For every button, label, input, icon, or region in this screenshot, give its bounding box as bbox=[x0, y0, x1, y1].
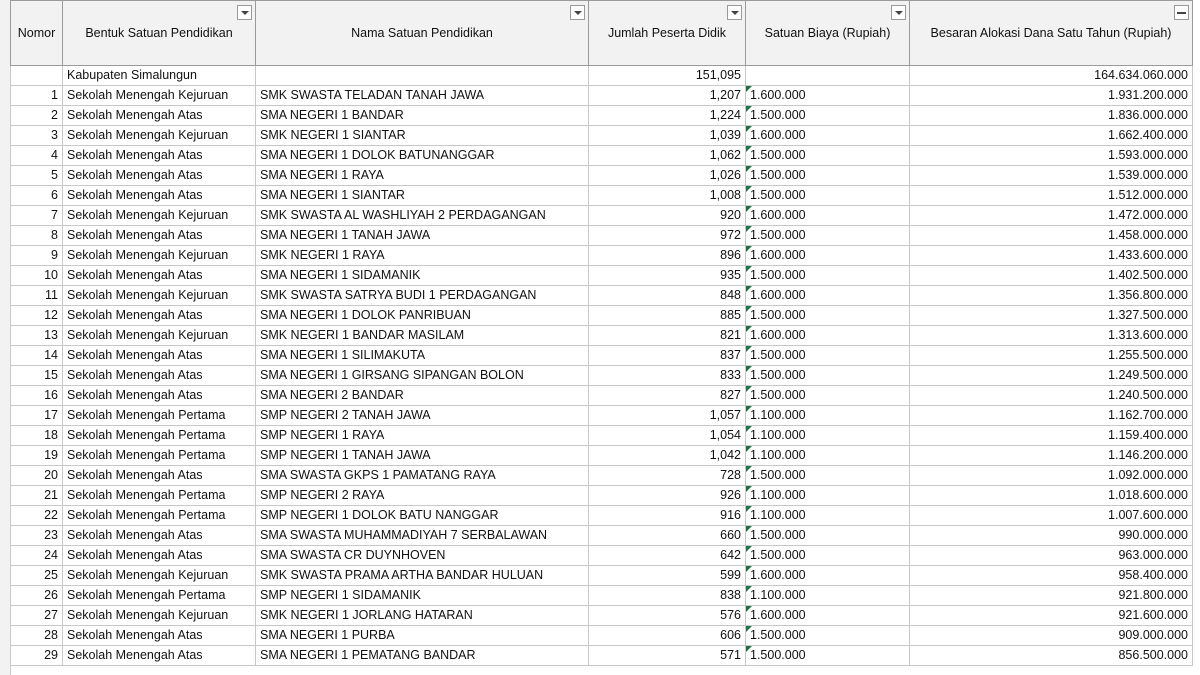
error-indicator-icon bbox=[746, 526, 752, 532]
cell-nomor[interactable]: 25 bbox=[11, 566, 63, 586]
cell-value: 1.500.000 bbox=[750, 368, 806, 382]
cell-bentuk[interactable]: Sekolah Menengah Pertama bbox=[63, 486, 256, 506]
cell-besaran[interactable]: 1.007.600.000 bbox=[910, 506, 1193, 526]
cell-bentuk[interactable]: Sekolah Menengah Pertama bbox=[63, 446, 256, 466]
error-indicator-icon bbox=[746, 406, 752, 412]
cell-besaran[interactable]: 1.240.500.000 bbox=[910, 386, 1193, 406]
cell-jumlah[interactable]: 1,207 bbox=[589, 86, 746, 106]
cell-value: 1.100.000 bbox=[750, 428, 806, 442]
cell-nama[interactable]: SMK NEGERI 1 RAYA bbox=[256, 246, 589, 266]
cell-value: 1.500.000 bbox=[750, 228, 806, 242]
error-indicator-icon bbox=[746, 386, 752, 392]
col-header-label: Bentuk Satuan Pendidikan bbox=[85, 26, 233, 40]
cell-besaran[interactable]: 1.539.000.000 bbox=[910, 166, 1193, 186]
cell-bentuk[interactable]: Sekolah Menengah Atas bbox=[63, 186, 256, 206]
cell-nama[interactable]: SMP NEGERI 1 TANAH JAWA bbox=[256, 446, 589, 466]
cell-nomor[interactable]: 24 bbox=[11, 546, 63, 566]
cell-satuan[interactable] bbox=[746, 426, 910, 446]
cell-nomor[interactable]: 18 bbox=[11, 426, 63, 446]
cell-satuan[interactable] bbox=[746, 566, 910, 586]
cell-besaran[interactable]: 990.000.000 bbox=[910, 526, 1193, 546]
table-row bbox=[11, 286, 1193, 306]
cell-nomor[interactable]: 9 bbox=[11, 246, 63, 266]
cell-satuan[interactable] bbox=[746, 266, 910, 286]
cell-nama[interactable]: SMK SWASTA TELADAN TANAH JAWA bbox=[256, 86, 589, 106]
cell-nama[interactable]: SMA NEGERI 1 SILIMAKUTA bbox=[256, 346, 589, 366]
cell-nama[interactable]: SMP NEGERI 1 SIDAMANIK bbox=[256, 586, 589, 606]
error-indicator-icon bbox=[746, 206, 752, 212]
col-header-label: Satuan Biaya (Rupiah) bbox=[764, 26, 891, 40]
cell-besaran[interactable]: 1.327.500.000 bbox=[910, 306, 1193, 326]
table-row bbox=[11, 606, 1193, 626]
cell-bentuk[interactable]: Sekolah Menengah Atas bbox=[63, 526, 256, 546]
cell-nama[interactable]: SMP NEGERI 2 RAYA bbox=[256, 486, 589, 506]
cell-besaran[interactable]: 1.092.000.000 bbox=[910, 466, 1193, 486]
cell-value: 1.600.000 bbox=[750, 288, 806, 302]
cell-value: 1.500.000 bbox=[750, 108, 806, 122]
cell-satuan[interactable] bbox=[746, 166, 910, 186]
error-indicator-icon bbox=[746, 106, 752, 112]
cell-value: 1.500.000 bbox=[750, 528, 806, 542]
cell-nomor[interactable]: 17 bbox=[11, 406, 63, 426]
cell-value: 1.500.000 bbox=[750, 268, 806, 282]
cell-nama[interactable]: SMA NEGERI 1 TANAH JAWA bbox=[256, 226, 589, 246]
cell-besaran[interactable]: 921.800.000 bbox=[910, 586, 1193, 606]
cell-nama[interactable]: SMP NEGERI 2 TANAH JAWA bbox=[256, 406, 589, 426]
error-indicator-icon bbox=[746, 546, 752, 552]
cell-satuan[interactable] bbox=[746, 606, 910, 626]
cell-satuan[interactable] bbox=[746, 526, 910, 546]
error-indicator-icon bbox=[746, 326, 752, 332]
cell-jumlah[interactable]: 916 bbox=[589, 506, 746, 526]
cell-nama[interactable]: SMA NEGERI 1 SIANTAR bbox=[256, 186, 589, 206]
cell-jumlah[interactable]: 1,039 bbox=[589, 126, 746, 146]
cell-value: 1.500.000 bbox=[750, 548, 806, 562]
cell-jumlah[interactable]: 576 bbox=[589, 606, 746, 626]
cell-nama[interactable]: SMK SWASTA PRAMA ARTHA BANDAR HULUAN bbox=[256, 566, 589, 586]
cell-besaran[interactable]: 164.634.060.000 bbox=[910, 66, 1193, 86]
table-row bbox=[11, 206, 1193, 226]
cell-nomor[interactable]: 7 bbox=[11, 206, 63, 226]
table-row bbox=[11, 346, 1193, 366]
cell-besaran[interactable]: 1.402.500.000 bbox=[910, 266, 1193, 286]
cell-value: 1.100.000 bbox=[750, 508, 806, 522]
cell-nomor[interactable]: 13 bbox=[11, 326, 63, 346]
cell-jumlah[interactable]: 837 bbox=[589, 346, 746, 366]
cell-nama[interactable]: SMA NEGERI 1 SIDAMANIK bbox=[256, 266, 589, 286]
cell-value: 1.100.000 bbox=[750, 408, 806, 422]
cell-jumlah[interactable]: 1,008 bbox=[589, 186, 746, 206]
cell-bentuk[interactable]: Sekolah Menengah Pertama bbox=[63, 586, 256, 606]
cell-value: 1.500.000 bbox=[750, 468, 806, 482]
filter-dropdown-icon[interactable] bbox=[570, 5, 585, 20]
cell-jumlah[interactable]: 848 bbox=[589, 286, 746, 306]
cell-nomor[interactable]: 16 bbox=[11, 386, 63, 406]
cell-nomor[interactable]: 29 bbox=[11, 646, 63, 666]
error-indicator-icon bbox=[746, 186, 752, 192]
cell-bentuk[interactable]: Sekolah Menengah Pertama bbox=[63, 406, 256, 426]
cell-bentuk[interactable]: Sekolah Menengah Kejuruan bbox=[63, 86, 256, 106]
cell-satuan[interactable] bbox=[746, 226, 910, 246]
cell-value: 1.600.000 bbox=[750, 568, 806, 582]
table-row bbox=[11, 266, 1193, 286]
cell-nama[interactable]: SMP NEGERI 1 RAYA bbox=[256, 426, 589, 446]
table-row bbox=[11, 126, 1193, 146]
cell-besaran[interactable]: 1.255.500.000 bbox=[910, 346, 1193, 366]
col-header-nomor[interactable] bbox=[11, 1, 63, 66]
cell-nomor[interactable]: 26 bbox=[11, 586, 63, 606]
cell-nama[interactable]: SMP NEGERI 1 DOLOK BATU NANGGAR bbox=[256, 506, 589, 526]
data-table bbox=[10, 0, 1193, 666]
cell-besaran[interactable]: 1.662.400.000 bbox=[910, 126, 1193, 146]
cell-jumlah[interactable]: 838 bbox=[589, 586, 746, 606]
cell-nomor[interactable]: 20 bbox=[11, 466, 63, 486]
cell-jumlah[interactable]: 833 bbox=[589, 366, 746, 386]
cell-nama[interactable]: SMA NEGERI 1 PEMATANG BANDAR bbox=[256, 646, 589, 666]
cell-value: 1.600.000 bbox=[750, 88, 806, 102]
cell-nomor[interactable]: 23 bbox=[11, 526, 63, 546]
cell-nomor[interactable]: 28 bbox=[11, 626, 63, 646]
total-row bbox=[11, 66, 1193, 86]
cell-value: 1.500.000 bbox=[750, 168, 806, 182]
error-indicator-icon bbox=[746, 446, 752, 452]
cell-nomor[interactable]: 15 bbox=[11, 366, 63, 386]
cell-jumlah[interactable]: 151,095 bbox=[589, 66, 746, 86]
cell-satuan[interactable] bbox=[746, 586, 910, 606]
cell-besaran[interactable]: 1.313.600.000 bbox=[910, 326, 1193, 346]
cell-jumlah[interactable]: 1,057 bbox=[589, 406, 746, 426]
cell-value: 1.500.000 bbox=[750, 348, 806, 362]
cell-besaran[interactable]: 1.146.200.000 bbox=[910, 446, 1193, 466]
cell-nomor[interactable]: 21 bbox=[11, 486, 63, 506]
error-indicator-icon bbox=[746, 426, 752, 432]
cell-jumlah[interactable]: 920 bbox=[589, 206, 746, 226]
cell-nomor[interactable]: 2 bbox=[11, 106, 63, 126]
cell-nama[interactable]: SMK SWASTA AL WASHLIYAH 2 PERDAGANGAN bbox=[256, 206, 589, 226]
cell-satuan[interactable] bbox=[746, 66, 910, 86]
error-indicator-icon bbox=[746, 286, 752, 292]
table-row bbox=[11, 366, 1193, 386]
cell-nomor[interactable]: 22 bbox=[11, 506, 63, 526]
col-header-besaran[interactable] bbox=[910, 1, 1193, 66]
table-row bbox=[11, 566, 1193, 586]
cell-satuan[interactable] bbox=[746, 86, 910, 106]
cell-value: 1.500.000 bbox=[750, 628, 806, 642]
cell-nomor[interactable]: 6 bbox=[11, 186, 63, 206]
table-row bbox=[11, 226, 1193, 246]
cell-nama[interactable]: SMK NEGERI 1 BANDAR MASILAM bbox=[256, 326, 589, 346]
col-header-satuan[interactable] bbox=[746, 1, 910, 66]
cell-besaran[interactable]: 1.356.800.000 bbox=[910, 286, 1193, 306]
cell-nomor[interactable]: 27 bbox=[11, 606, 63, 626]
cell-besaran[interactable]: 1.472.000.000 bbox=[910, 206, 1193, 226]
cell-satuan[interactable] bbox=[746, 626, 910, 646]
cell-value: 1.600.000 bbox=[750, 328, 806, 342]
table-row bbox=[11, 546, 1193, 566]
cell-besaran[interactable]: 1.018.600.000 bbox=[910, 486, 1193, 506]
col-header-nama[interactable] bbox=[256, 1, 589, 66]
cell-jumlah[interactable]: 606 bbox=[589, 626, 746, 646]
col-header-bentuk[interactable] bbox=[63, 1, 256, 66]
cell-bentuk[interactable]: Sekolah Menengah Kejuruan bbox=[63, 246, 256, 266]
cell-jumlah[interactable]: 728 bbox=[589, 466, 746, 486]
table-row bbox=[11, 306, 1193, 326]
table-row bbox=[11, 526, 1193, 546]
error-indicator-icon bbox=[746, 166, 752, 172]
cell-value: 1.500.000 bbox=[750, 308, 806, 322]
table-row bbox=[11, 446, 1193, 466]
cell-bentuk[interactable]: Sekolah Menengah Atas bbox=[63, 366, 256, 386]
table-row bbox=[11, 326, 1193, 346]
cell-bentuk[interactable]: Sekolah Menengah Kejuruan bbox=[63, 606, 256, 626]
cell-jumlah[interactable]: 1,026 bbox=[589, 166, 746, 186]
error-indicator-icon bbox=[746, 646, 752, 652]
cell-value: 1.500.000 bbox=[750, 148, 806, 162]
cell-satuan[interactable] bbox=[746, 546, 910, 566]
cell-jumlah[interactable]: 972 bbox=[589, 226, 746, 246]
error-indicator-icon bbox=[746, 266, 752, 272]
filter-dropdown-icon[interactable] bbox=[237, 5, 252, 20]
filter-dropdown-icon[interactable] bbox=[891, 5, 906, 20]
error-indicator-icon bbox=[746, 146, 752, 152]
cell-nama[interactable]: SMA NEGERI 1 BANDAR bbox=[256, 106, 589, 126]
cell-satuan[interactable] bbox=[746, 246, 910, 266]
cell-bentuk[interactable]: Sekolah Menengah Atas bbox=[63, 626, 256, 646]
cell-nomor[interactable]: 1 bbox=[11, 86, 63, 106]
error-indicator-icon bbox=[746, 586, 752, 592]
error-indicator-icon bbox=[746, 506, 752, 512]
table-row bbox=[11, 466, 1193, 486]
error-indicator-icon bbox=[746, 366, 752, 372]
cell-nama[interactable]: SMA SWASTA CR DUYNHOVEN bbox=[256, 546, 589, 566]
table-row bbox=[11, 586, 1193, 606]
table-row bbox=[11, 146, 1193, 166]
cell-jumlah[interactable]: 1,224 bbox=[589, 106, 746, 126]
table-row bbox=[11, 506, 1193, 526]
cell-besaran[interactable]: 1.836.000.000 bbox=[910, 106, 1193, 126]
col-header-label: Nomor bbox=[17, 26, 56, 40]
cell-besaran[interactable]: 856.500.000 bbox=[910, 646, 1193, 666]
cell-bentuk[interactable]: Sekolah Menengah Kejuruan bbox=[63, 326, 256, 346]
cell-satuan[interactable] bbox=[746, 346, 910, 366]
cell-nama[interactable]: SMK NEGERI 1 SIANTAR bbox=[256, 126, 589, 146]
cell-besaran[interactable]: 1.458.000.000 bbox=[910, 226, 1193, 246]
col-header-label: Besaran Alokasi Dana Satu Tahun (Rupiah) bbox=[930, 26, 1172, 40]
cell-jumlah[interactable]: 926 bbox=[589, 486, 746, 506]
cell-nama[interactable]: SMA SWASTA GKPS 1 PAMATANG RAYA bbox=[256, 466, 589, 486]
cell-satuan[interactable] bbox=[746, 446, 910, 466]
cell-nomor[interactable]: 3 bbox=[11, 126, 63, 146]
cell-jumlah[interactable]: 1,042 bbox=[589, 446, 746, 466]
cell-satuan[interactable] bbox=[746, 146, 910, 166]
cell-nama[interactable]: SMA SWASTA MUHAMMADIYAH 7 SERBALAWAN bbox=[256, 526, 589, 546]
cell-besaran[interactable]: 1.931.200.000 bbox=[910, 86, 1193, 106]
cell-bentuk[interactable]: Sekolah Menengah Kejuruan bbox=[63, 566, 256, 586]
cell-jumlah[interactable]: 642 bbox=[589, 546, 746, 566]
col-header-label: Nama Satuan Pendidikan bbox=[351, 26, 493, 40]
cell-bentuk[interactable]: Sekolah Menengah Atas bbox=[63, 106, 256, 126]
cell-value: 1.500.000 bbox=[750, 648, 806, 662]
table-row bbox=[11, 646, 1193, 666]
cell-jumlah[interactable]: 599 bbox=[589, 566, 746, 586]
table-row bbox=[11, 186, 1193, 206]
table-row bbox=[11, 426, 1193, 446]
cell-value: 1.500.000 bbox=[750, 388, 806, 402]
cell-bentuk[interactable]: Sekolah Menengah Atas bbox=[63, 466, 256, 486]
table-body bbox=[11, 66, 1193, 666]
cell-satuan[interactable] bbox=[746, 406, 910, 426]
cell-besaran[interactable]: 1.162.700.000 bbox=[910, 406, 1193, 426]
cell-nomor[interactable] bbox=[11, 66, 63, 86]
table-row bbox=[11, 626, 1193, 646]
table-row bbox=[11, 486, 1193, 506]
cell-satuan[interactable] bbox=[746, 126, 910, 146]
error-indicator-icon bbox=[746, 566, 752, 572]
cell-value: 1.600.000 bbox=[750, 208, 806, 222]
cell-bentuk[interactable]: Sekolah Menengah Kejuruan bbox=[63, 286, 256, 306]
cell-value: 1.600.000 bbox=[750, 248, 806, 262]
cell-bentuk[interactable]: Kabupaten Simalungun bbox=[63, 66, 256, 86]
cell-value: 1.600.000 bbox=[750, 608, 806, 622]
cell-nomor[interactable]: 10 bbox=[11, 266, 63, 286]
error-indicator-icon bbox=[746, 346, 752, 352]
cell-bentuk[interactable]: Sekolah Menengah Atas bbox=[63, 546, 256, 566]
cell-bentuk[interactable]: Sekolah Menengah Atas bbox=[63, 306, 256, 326]
cell-nama[interactable]: SMA NEGERI 1 PURBA bbox=[256, 626, 589, 646]
error-indicator-icon bbox=[746, 486, 752, 492]
header-row bbox=[11, 1, 1193, 66]
cell-nomor[interactable]: 12 bbox=[11, 306, 63, 326]
sort-filter-icon[interactable] bbox=[1174, 5, 1189, 20]
table-row bbox=[11, 406, 1193, 426]
error-indicator-icon bbox=[746, 606, 752, 612]
cell-value: 1.100.000 bbox=[750, 448, 806, 462]
error-indicator-icon bbox=[746, 246, 752, 252]
error-indicator-icon bbox=[746, 306, 752, 312]
error-indicator-icon bbox=[746, 86, 752, 92]
cell-nama[interactable]: SMA NEGERI 1 DOLOK PANRIBUAN bbox=[256, 306, 589, 326]
error-indicator-icon bbox=[746, 626, 752, 632]
cell-jumlah[interactable]: 827 bbox=[589, 386, 746, 406]
cell-bentuk[interactable]: Sekolah Menengah Kejuruan bbox=[63, 206, 256, 226]
table-row bbox=[11, 246, 1193, 266]
cell-satuan[interactable] bbox=[746, 186, 910, 206]
cell-satuan[interactable] bbox=[746, 646, 910, 666]
cell-nomor[interactable]: 14 bbox=[11, 346, 63, 366]
cell-nama[interactable]: SMA NEGERI 2 BANDAR bbox=[256, 386, 589, 406]
error-indicator-icon bbox=[746, 466, 752, 472]
table-row bbox=[11, 166, 1193, 186]
cell-bentuk[interactable]: Sekolah Menengah Atas bbox=[63, 346, 256, 366]
cell-value: 1.500.000 bbox=[750, 188, 806, 202]
cell-satuan[interactable] bbox=[746, 486, 910, 506]
cell-jumlah[interactable]: 660 bbox=[589, 526, 746, 546]
cell-jumlah[interactable]: 935 bbox=[589, 266, 746, 286]
cell-nomor[interactable]: 8 bbox=[11, 226, 63, 246]
cell-besaran[interactable]: 958.400.000 bbox=[910, 566, 1193, 586]
error-indicator-icon bbox=[746, 226, 752, 232]
cell-besaran[interactable]: 1.433.600.000 bbox=[910, 246, 1193, 266]
cell-nama[interactable]: SMK SWASTA SATRYA BUDI 1 PERDAGANGAN bbox=[256, 286, 589, 306]
cell-jumlah[interactable]: 885 bbox=[589, 306, 746, 326]
cell-nomor[interactable]: 19 bbox=[11, 446, 63, 466]
cell-jumlah[interactable]: 821 bbox=[589, 326, 746, 346]
cell-besaran[interactable]: 1.512.000.000 bbox=[910, 186, 1193, 206]
cell-nama[interactable]: SMA NEGERI 1 DOLOK BATUNANGGAR bbox=[256, 146, 589, 166]
cell-besaran[interactable]: 963.000.000 bbox=[910, 546, 1193, 566]
cell-nama[interactable]: SMA NEGERI 1 GIRSANG SIPANGAN BOLON bbox=[256, 366, 589, 386]
col-header-jumlah[interactable] bbox=[589, 1, 746, 66]
cell-bentuk[interactable]: Sekolah Menengah Atas bbox=[63, 146, 256, 166]
cell-jumlah[interactable]: 1,062 bbox=[589, 146, 746, 166]
cell-value: 1.100.000 bbox=[750, 588, 806, 602]
table-row bbox=[11, 106, 1193, 126]
cell-satuan[interactable] bbox=[746, 106, 910, 126]
error-indicator-icon bbox=[746, 126, 752, 132]
cell-besaran[interactable]: 1.159.400.000 bbox=[910, 426, 1193, 446]
cell-bentuk[interactable]: Sekolah Menengah Pertama bbox=[63, 426, 256, 446]
cell-nama[interactable] bbox=[256, 66, 589, 86]
table-row bbox=[11, 386, 1193, 406]
cell-bentuk[interactable]: Sekolah Menengah Kejuruan bbox=[63, 126, 256, 146]
cell-satuan[interactable] bbox=[746, 306, 910, 326]
cell-bentuk[interactable]: Sekolah Menengah Atas bbox=[63, 166, 256, 186]
cell-satuan[interactable] bbox=[746, 366, 910, 386]
cell-besaran[interactable]: 1.593.000.000 bbox=[910, 146, 1193, 166]
cell-satuan[interactable] bbox=[746, 326, 910, 346]
cell-satuan[interactable] bbox=[746, 506, 910, 526]
filter-dropdown-icon[interactable] bbox=[727, 5, 742, 20]
cell-besaran[interactable]: 1.249.500.000 bbox=[910, 366, 1193, 386]
cell-nama[interactable]: SMA NEGERI 1 RAYA bbox=[256, 166, 589, 186]
cell-besaran[interactable]: 921.600.000 bbox=[910, 606, 1193, 626]
cell-satuan[interactable] bbox=[746, 466, 910, 486]
cell-satuan[interactable] bbox=[746, 386, 910, 406]
cell-jumlah[interactable]: 896 bbox=[589, 246, 746, 266]
cell-bentuk[interactable]: Sekolah Menengah Atas bbox=[63, 226, 256, 246]
cell-satuan[interactable] bbox=[746, 206, 910, 226]
cell-nama[interactable]: SMK NEGERI 1 JORLANG HATARAN bbox=[256, 606, 589, 626]
cell-bentuk[interactable]: Sekolah Menengah Atas bbox=[63, 646, 256, 666]
cell-nomor[interactable]: 5 bbox=[11, 166, 63, 186]
cell-nomor[interactable]: 11 bbox=[11, 286, 63, 306]
table-row bbox=[11, 86, 1193, 106]
cell-nomor[interactable]: 4 bbox=[11, 146, 63, 166]
cell-besaran[interactable]: 909.000.000 bbox=[910, 626, 1193, 646]
cell-satuan[interactable] bbox=[746, 286, 910, 306]
cell-jumlah[interactable]: 571 bbox=[589, 646, 746, 666]
cell-value: 1.600.000 bbox=[750, 128, 806, 142]
cell-jumlah[interactable]: 1,054 bbox=[589, 426, 746, 446]
cell-bentuk[interactable]: Sekolah Menengah Atas bbox=[63, 386, 256, 406]
col-header-label: Jumlah Peserta Didik bbox=[607, 26, 727, 40]
cell-bentuk[interactable]: Sekolah Menengah Pertama bbox=[63, 506, 256, 526]
cell-bentuk[interactable]: Sekolah Menengah Atas bbox=[63, 266, 256, 286]
cell-value: 1.100.000 bbox=[750, 488, 806, 502]
